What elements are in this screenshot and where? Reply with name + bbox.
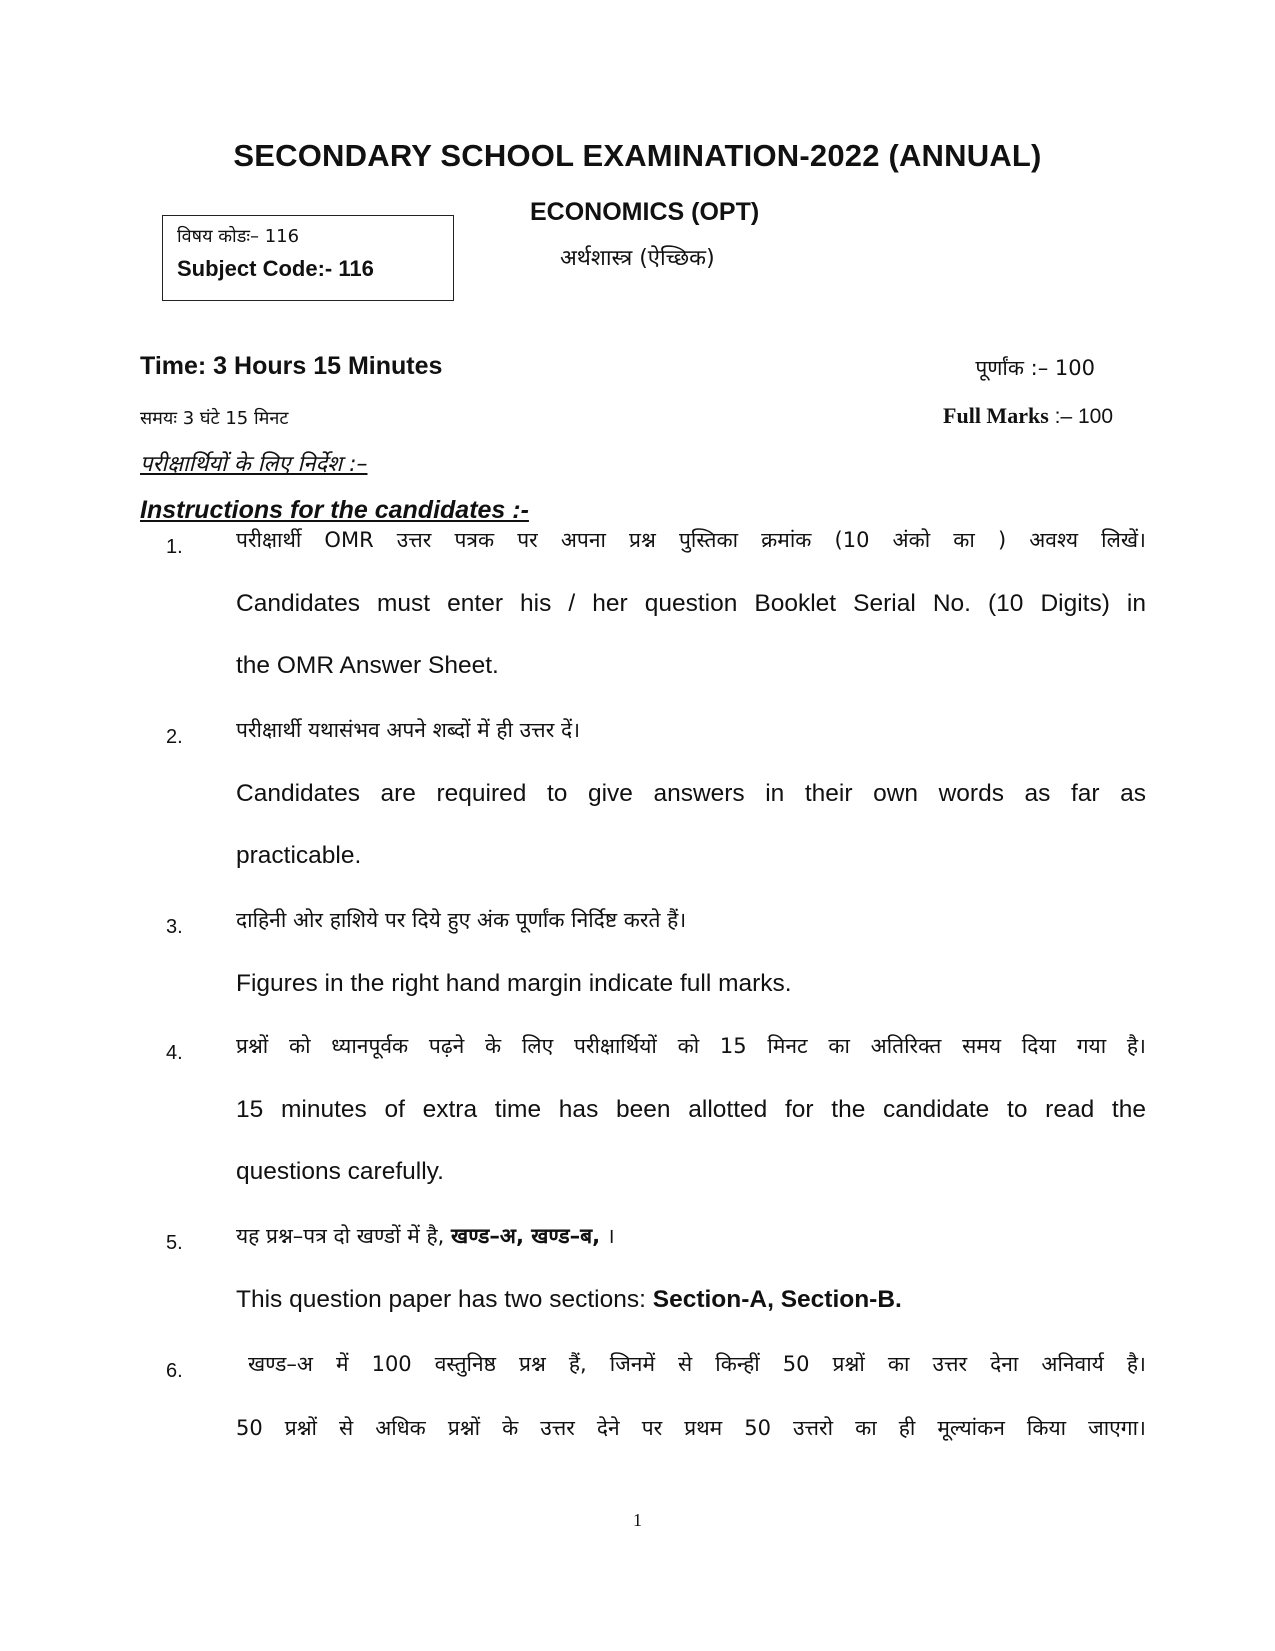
instruction-5-english [236, 1286, 1146, 1314]
full-marks-label: Full Marks [943, 403, 1049, 428]
instruction-5-hindi-end: । [606, 1224, 615, 1248]
page-number: 1 [633, 1510, 642, 1530]
subject-title-hindi: अर्थशास्त्र (ऐच्छिक) [560, 246, 715, 271]
time-english: Time: 3 Hours 15 Minutes [140, 352, 443, 380]
full-marks-hindi: पूर्णांक :– 100 [975, 356, 1095, 380]
instruction-6-hindi-line1: खण्ड–अ में 100 वस्तुनिष्ठ प्रश्न हैं, जिनमें से किन्हीं 50 प्रश्नों का उत्तर देना अनिवार्य है। [248, 1352, 1146, 1376]
instruction-4-english-line2: questions carefully. [236, 1158, 444, 1185]
instruction-5-hindi-sections: खण्ड–अ, खण्ड–ब, [451, 1224, 601, 1248]
instructions-heading-english: Instructions for the candidates :- [140, 496, 529, 524]
exam-title: SECONDARY SCHOOL EXAMINATION-2022 (ANNUAL) [233, 138, 1042, 173]
instruction-3-number: 3. [166, 916, 183, 938]
full-marks-english [943, 403, 1113, 429]
instruction-1-hindi: परीक्षार्थी OMR उत्तर पत्रक पर अपना प्रश्न पुस्तिका क्रमांक (10 अंको का ) अवश्य लिखें। [236, 528, 1146, 552]
subject-code-english: Subject Code:- 116 [177, 256, 374, 281]
instruction-5-english-text: This question paper has two sections: [236, 1286, 646, 1313]
instruction-1-english-line2: the OMR Answer Sheet. [236, 652, 499, 679]
instruction-6-hindi-line2: 50 प्रश्नों से अधिक प्रश्नों के उत्तर देने पर प्रथम 50 उत्तरो का ही मूल्यांकन किया जाएगा। [236, 1416, 1146, 1440]
subject-title-english: ECONOMICS (OPT) [530, 198, 760, 226]
instruction-4-number: 4. [166, 1042, 183, 1064]
instruction-2-english-line1: Candidates are required to give answers in their own words as far as [236, 780, 1146, 807]
instruction-1-number: 1. [166, 536, 183, 558]
instruction-4-english-line1: 15 minutes of extra time has been allotted for the candidate to read the [236, 1096, 1146, 1123]
subject-code-box [162, 215, 454, 301]
instruction-2-english-line2: practicable. [236, 842, 362, 869]
instruction-5-hindi-text: यह प्रश्न–पत्र दो खण्डों में है, [236, 1224, 445, 1248]
instruction-3-hindi: दाहिनी ओर हाशिये पर दिये हुए अंक पूर्णांक निर्दिष्ट करते हैं। [236, 908, 687, 932]
full-marks-value: :– 100 [1054, 405, 1113, 428]
instruction-3-english: Figures in the right hand margin indicate full marks. [236, 970, 792, 997]
instruction-6-number: 6. [166, 1360, 183, 1382]
instruction-2-number: 2. [166, 726, 183, 748]
subject-code-hindi: विषय कोडः– 116 [177, 226, 300, 247]
instruction-5-hindi [236, 1222, 1146, 1250]
instruction-4-hindi: प्रश्नों को ध्यानपूर्वक पढ़ने के लिए परीक्षार्थियों को 15 मिनट का अतिरिक्त समय दिया गया है। [236, 1034, 1146, 1058]
instruction-5-number: 5. [166, 1232, 183, 1254]
instruction-2-hindi: परीक्षार्थी यथासंभव अपने शब्दों में ही उत्तर दें। [236, 718, 581, 742]
instruction-5-english-sections: Section-A, Section-B. [652, 1286, 902, 1313]
instructions-heading-hindi: परीक्षार्थियों के लिए निर्देश :– [140, 452, 368, 477]
instruction-1-english-line1: Candidates must enter his / her question Booklet Serial No. (10 Digits) in [236, 590, 1146, 617]
time-hindi: समयः 3 घंटे 15 मिनट [140, 408, 289, 429]
